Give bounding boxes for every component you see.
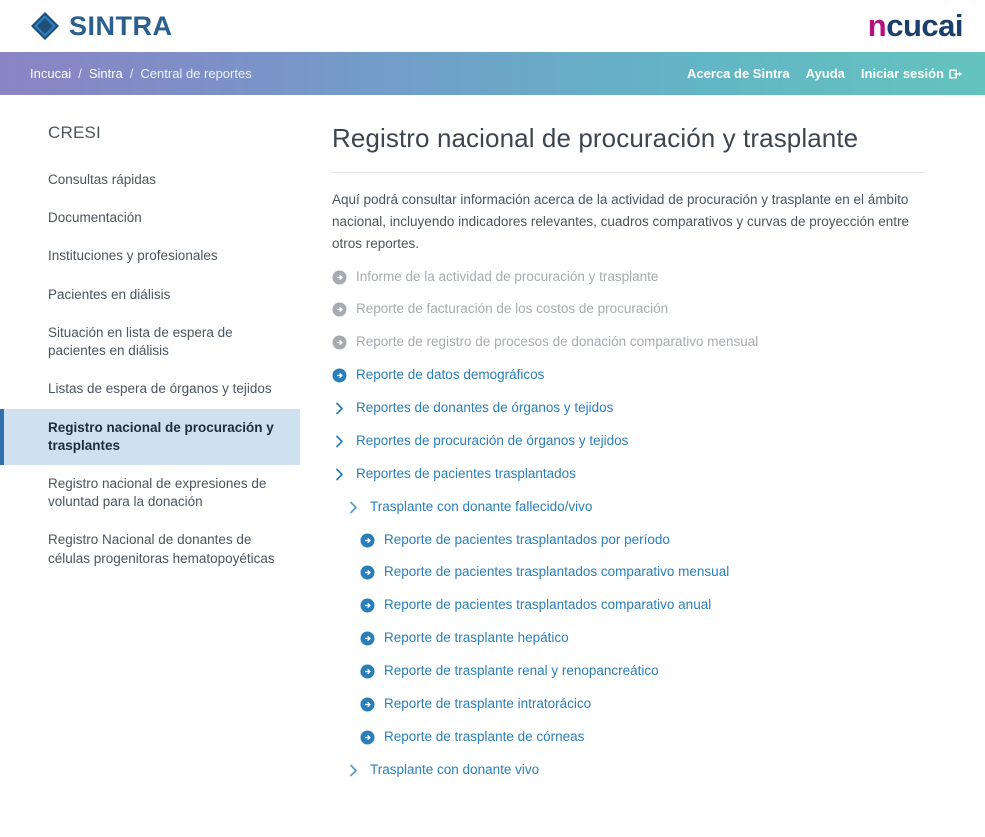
sidebar-item-label: Consultas rápidas bbox=[48, 172, 157, 187]
reports-tree bbox=[332, 261, 925, 787]
tree-item-trasplantados-comparativo-mensual[interactable] bbox=[360, 556, 925, 589]
arrow-circle-right-icon bbox=[332, 335, 347, 350]
page-title: Registro nacional de procuración y trasplante bbox=[332, 123, 859, 153]
nav-login-label[interactable]: Iniciar sesión bbox=[860, 66, 944, 81]
tree-item-trasplante-renal-renopancreatico[interactable] bbox=[360, 655, 925, 688]
breadcrumb-item-sintra[interactable]: Sintra bbox=[88, 66, 123, 81]
tree-item-informe-actividad bbox=[332, 261, 925, 294]
arrow-circle-right-icon bbox=[360, 631, 375, 646]
chevron-right-icon bbox=[346, 500, 361, 515]
brand-logo[interactable] bbox=[30, 11, 173, 42]
tree-item-trasplantados-comparativo-anual[interactable] bbox=[360, 589, 925, 622]
sidebar-item-documentacion[interactable] bbox=[0, 199, 300, 237]
sidebar-item-registro-donantes-cph[interactable] bbox=[0, 521, 300, 577]
tree-item-datos-demograficos[interactable] bbox=[332, 359, 925, 392]
nav-about-sintra[interactable]: Acerca de Sintra bbox=[687, 66, 790, 81]
tree-branch-procuracion-organos-tejidos[interactable] bbox=[332, 425, 925, 458]
tree-branch-pacientes-trasplantados[interactable] bbox=[332, 458, 925, 491]
tree-item-trasplante-intratoracico[interactable] bbox=[360, 688, 925, 721]
sidebar-item-registro-procuracion-trasplantes[interactable] bbox=[0, 409, 300, 465]
top-nav bbox=[687, 66, 963, 81]
chevron-right-icon bbox=[332, 467, 347, 482]
tree-item-label: Informe de la actividad de procuración y trasplante bbox=[356, 268, 659, 284]
arrow-circle-right-icon bbox=[360, 697, 375, 712]
arrow-circle-right-icon bbox=[360, 664, 375, 679]
sidebar-item-listas-de-espera[interactable] bbox=[0, 370, 300, 408]
incucai-logo-prefix: n bbox=[867, 8, 887, 43]
sidebar-title: CRESI bbox=[48, 123, 101, 142]
nav-login[interactable] bbox=[861, 66, 963, 81]
breadcrumb-separator: / bbox=[129, 66, 134, 81]
main-content bbox=[300, 95, 985, 837]
breadcrumb-bar bbox=[0, 52, 985, 95]
breadcrumb bbox=[30, 66, 252, 81]
sidebar-item-label: Documentación bbox=[48, 210, 142, 226]
tree-item-label: Reporte de pacientes trasplantados por período bbox=[384, 531, 670, 547]
tree-item-label: Reporte de trasplante intratorácico bbox=[384, 695, 592, 711]
tree-item-label: Reporte de facturación de los costos de procuración bbox=[356, 301, 669, 317]
sidebar bbox=[0, 95, 300, 837]
sidebar-item-label: Registro nacional de procuración y trasplantes bbox=[48, 419, 274, 453]
tree-item-label: Reporte de trasplante de córneas bbox=[384, 728, 585, 744]
sidebar-item-situacion-lista-espera-dialisis[interactable] bbox=[0, 314, 300, 370]
tree-item-label: Reporte de trasplante hepático bbox=[384, 630, 569, 646]
incucai-logo bbox=[868, 8, 963, 44]
sidebar-item-registro-expresiones-voluntad[interactable] bbox=[0, 465, 300, 521]
intro-text: Aquí podrá consultar información acerca de la actividad de procuración y trasplante en el ámbito nacional, incluyendo indicadores relevantes, cuadros comparativos y curvas de proyección entre otros reportes. bbox=[332, 192, 910, 251]
nav-help[interactable]: Ayuda bbox=[805, 66, 845, 81]
tree-item-trasplantados-por-periodo[interactable] bbox=[360, 524, 925, 557]
sidebar-item-label: Listas de espera de órganos y tejidos bbox=[48, 381, 272, 397]
tree-item-label: Reporte de datos demográficos bbox=[356, 367, 545, 383]
chevron-right-icon bbox=[346, 763, 361, 778]
tree-item-registro-procesos-donacion bbox=[332, 326, 925, 359]
tree-item-trasplante-hepatico[interactable] bbox=[360, 622, 925, 655]
tree-item-trasplante-corneas[interactable] bbox=[360, 721, 925, 754]
chevron-right-icon bbox=[332, 401, 347, 416]
arrow-circle-right-icon bbox=[360, 533, 375, 548]
tree-item-label: Reporte de trasplante renal y renopancreático bbox=[384, 663, 659, 679]
arrow-circle-right-icon bbox=[332, 270, 347, 285]
tree-item-label: Reporte de pacientes trasplantados comparativo anual bbox=[384, 597, 712, 613]
top-bar bbox=[0, 0, 985, 52]
arrow-circle-right-icon bbox=[360, 730, 375, 745]
sidebar-item-label: Pacientes en diálisis bbox=[48, 286, 171, 302]
sidebar-item-instituciones-y-profesionales[interactable] bbox=[0, 237, 300, 275]
page-body bbox=[0, 95, 985, 837]
tree-item-label: Reportes de pacientes trasplantados bbox=[356, 465, 576, 481]
chevron-right-icon bbox=[332, 434, 347, 449]
tree-item-label: Reportes de donantes de órganos y tejidos bbox=[356, 400, 614, 416]
brand-logo-text: SINTRA bbox=[69, 10, 173, 41]
login-arrow-icon bbox=[949, 67, 963, 81]
tree-item-label: Reporte de pacientes trasplantados comparativo mensual bbox=[384, 564, 730, 580]
tree-item-label: Reporte de registro de procesos de donación comparativo mensual bbox=[356, 334, 759, 350]
sidebar-item-consultas-rapidas[interactable] bbox=[0, 161, 300, 199]
sidebar-item-pacientes-en-dialisis[interactable] bbox=[0, 276, 300, 314]
tree-item-label: Trasplante con donante fallecido/vivo bbox=[370, 498, 593, 514]
tree-branch-donantes-organos-tejidos[interactable] bbox=[332, 392, 925, 425]
tree-branch-trasplante-donante-fallecido-vivo[interactable] bbox=[346, 491, 925, 524]
breadcrumb-item-central-de-reportes: Central de reportes bbox=[140, 66, 252, 81]
sidebar-item-label: Instituciones y profesionales bbox=[48, 248, 218, 264]
arrow-circle-right-icon bbox=[332, 368, 347, 383]
breadcrumb-separator: / bbox=[78, 66, 82, 81]
arrow-circle-right-icon bbox=[332, 302, 347, 317]
sidebar-item-label: Situación en lista de espera de pacientes en diálisis bbox=[48, 324, 233, 359]
arrow-circle-right-icon bbox=[360, 565, 375, 580]
sidebar-item-label: Registro Nacional de donantes de células progenitoras hematopoyéticas bbox=[48, 532, 275, 566]
tree-item-label: Trasplante con donante vivo bbox=[370, 761, 540, 777]
diamond-logo-icon bbox=[30, 11, 60, 41]
incucai-logo-rest: cucai bbox=[886, 8, 963, 43]
tree-branch-trasplante-donante-vivo[interactable] bbox=[346, 754, 925, 787]
tree-item-reporte-facturacion bbox=[332, 293, 925, 326]
sidebar-item-label: Registro nacional de expresiones de voluntad para la donación bbox=[48, 475, 267, 510]
title-divider bbox=[332, 172, 925, 173]
breadcrumb-item-incucai[interactable]: Incucai bbox=[30, 66, 72, 81]
arrow-circle-right-icon bbox=[360, 598, 375, 613]
tree-item-label: Reportes de procuración de órganos y tejidos bbox=[356, 432, 629, 448]
